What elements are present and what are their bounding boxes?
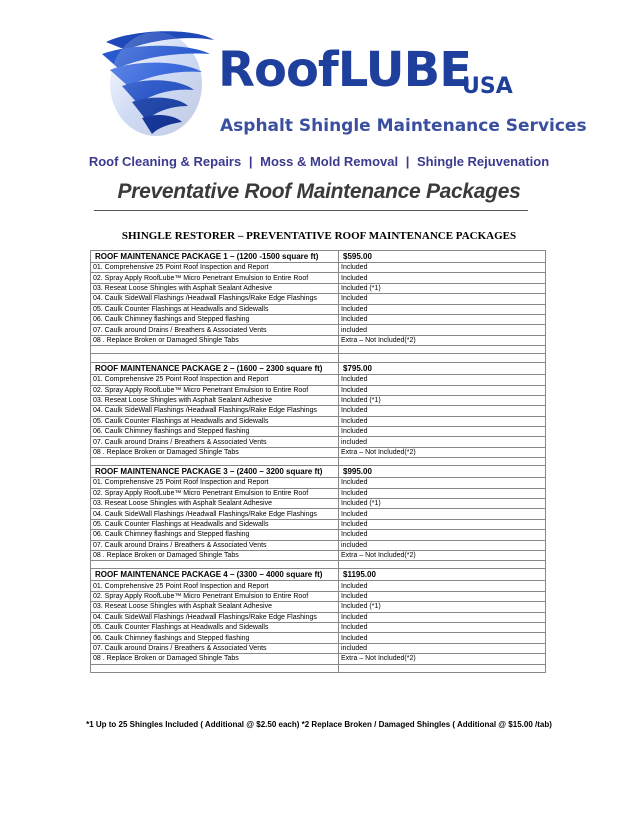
spacer-cell: [91, 664, 339, 672]
service-description: 04. Caulk SideWall Flashings /Headwall Flashings/Rake Edge Flashings: [91, 294, 339, 304]
spacer-cell: [339, 458, 546, 466]
spacer-row: [91, 458, 546, 466]
service-status: Included: [339, 273, 546, 283]
logo-wordmark: RoofLUBE: [218, 42, 472, 98]
table-row: [91, 499, 546, 509]
service-status: Included: [339, 488, 546, 498]
spacer-row: [91, 354, 546, 363]
service-roof-cleaning: Roof Cleaning & Repairs: [88, 154, 242, 169]
service-description: 06. Caulk Chimney flashings and Stepped flashing: [91, 530, 339, 540]
table-row: [91, 488, 546, 498]
service-description: 01. Comprehensive 25 Point Roof Inspection and Report: [91, 478, 339, 488]
services-line: [0, 154, 638, 169]
table-row: [91, 519, 546, 529]
service-status: Extra – Not Included(*2): [339, 335, 546, 345]
table-row: [91, 602, 546, 612]
service-status: Included: [339, 633, 546, 643]
package-header-row: [91, 251, 546, 263]
service-status: included: [339, 643, 546, 653]
table-row: [91, 633, 546, 643]
logo-tagline: Asphalt Shingle Maintenance Services: [220, 116, 587, 136]
service-status: Included: [339, 294, 546, 304]
table-row: [91, 395, 546, 405]
service-status: Included: [339, 427, 546, 437]
service-description: 07. Caulk around Drains / Breathers & Associated Vents: [91, 437, 339, 447]
table-row: [91, 612, 546, 622]
table-row: [91, 437, 546, 447]
service-description: 06. Caulk Chimney flashings and Stepped flashing: [91, 633, 339, 643]
service-status: Extra – Not Included(*2): [339, 447, 546, 457]
table-row: [91, 550, 546, 560]
package-title: ROOF MAINTENANCE PACKAGE 2 – (1600 – 2300 square ft): [91, 363, 339, 375]
service-description: 06. Caulk Chimney flashings and Stepped flashing: [91, 314, 339, 324]
table-row: [91, 530, 546, 540]
service-description: 03. Reseat Loose Shingles with Asphalt Sealant Adhesive: [91, 395, 339, 405]
service-description: 05. Caulk Counter Flashings at Headwalls and Sidewalls: [91, 304, 339, 314]
package-header-row: [91, 569, 546, 581]
packages-table: [90, 250, 546, 673]
table-row: [91, 478, 546, 488]
table-row: [91, 325, 546, 335]
table-row: [91, 447, 546, 457]
footnote: *1 Up to 25 Shingles Included ( Additional @ $2.50 each) *2 Replace Broken / Damaged Shingles ( Additional @ $15.00 /tab): [86, 720, 552, 729]
service-description: 03. Reseat Loose Shingles with Asphalt Sealant Adhesive: [91, 499, 339, 509]
service-status: Included: [339, 478, 546, 488]
service-description: 08 . Replace Broken or Damaged Shingle Tabs: [91, 447, 339, 457]
package-header-row: [91, 466, 546, 478]
service-status: Extra – Not Included(*2): [339, 550, 546, 560]
spacer-row: [91, 664, 546, 672]
spacer-row: [91, 561, 546, 569]
service-description: 02. Spray Apply RoofLube™ Micro Penetrant Emulsion to Entire Roof: [91, 591, 339, 601]
service-status: Included (*1): [339, 602, 546, 612]
service-description: 05. Caulk Counter Flashings at Headwalls and Sidewalls: [91, 622, 339, 632]
table-row: [91, 273, 546, 283]
spacer-cell: [91, 354, 339, 363]
service-description: 03. Reseat Loose Shingles with Asphalt Sealant Adhesive: [91, 283, 339, 293]
service-status: Included: [339, 375, 546, 385]
service-description: 01. Comprehensive 25 Point Roof Inspection and Report: [91, 375, 339, 385]
separator: |: [405, 154, 410, 169]
table-row: [91, 581, 546, 591]
service-description: 05. Caulk Counter Flashings at Headwalls and Sidewalls: [91, 519, 339, 529]
spacer-cell: [339, 354, 546, 363]
section-subheading: SHINGLE RESTORER – PREVENTATIVE ROOF MAINTENANCE PACKAGES: [121, 230, 517, 242]
service-status: Included (*1): [339, 283, 546, 293]
table-row: [91, 622, 546, 632]
service-status: Extra – Not Included(*2): [339, 654, 546, 664]
service-status: Included: [339, 519, 546, 529]
tornado-swirl-icon: [96, 24, 220, 144]
spacer-cell: [91, 346, 339, 354]
package-price: $995.00: [339, 466, 546, 478]
service-shingle-rejuvenation: Shingle Rejuvenation: [416, 154, 550, 169]
service-description: 04. Caulk SideWall Flashings /Headwall Flashings/Rake Edge Flashings: [91, 509, 339, 519]
package-title: ROOF MAINTENANCE PACKAGE 1 – (1200 -1500 square ft): [91, 251, 339, 263]
table-row: [91, 385, 546, 395]
service-status: Included: [339, 304, 546, 314]
spacer-row: [91, 346, 546, 354]
divider: [94, 210, 528, 211]
service-status: Included: [339, 591, 546, 601]
service-status: Included: [339, 530, 546, 540]
service-description: 06. Caulk Chimney flashings and Stepped flashing: [91, 427, 339, 437]
table-row: [91, 540, 546, 550]
table-row: [91, 304, 546, 314]
service-status: Included: [339, 416, 546, 426]
page-title: Preventative Roof Maintenance Packages: [117, 180, 521, 203]
service-description: 05. Caulk Counter Flashings at Headwalls and Sidewalls: [91, 416, 339, 426]
service-status: Included (*1): [339, 395, 546, 405]
package-price: $795.00: [339, 363, 546, 375]
service-description: 02. Spray Apply RoofLube™ Micro Penetrant Emulsion to Entire Roof: [91, 488, 339, 498]
spacer-cell: [339, 561, 546, 569]
service-description: 01. Comprehensive 25 Point Roof Inspection and Report: [91, 263, 339, 273]
service-status: included: [339, 325, 546, 335]
table-row: [91, 283, 546, 293]
table-row: [91, 314, 546, 324]
separator: |: [248, 154, 253, 169]
service-status: Included: [339, 385, 546, 395]
service-description: 08 . Replace Broken or Damaged Shingle Tabs: [91, 335, 339, 345]
table-row: [91, 654, 546, 664]
table-row: [91, 294, 546, 304]
table-row: [91, 375, 546, 385]
table-row: [91, 427, 546, 437]
table-row: [91, 406, 546, 416]
service-description: 08 . Replace Broken or Damaged Shingle Tabs: [91, 550, 339, 560]
spacer-cell: [339, 346, 546, 354]
table-row: [91, 416, 546, 426]
table-row: [91, 509, 546, 519]
service-status: Included: [339, 509, 546, 519]
brand-logo: [96, 24, 587, 144]
service-status: included: [339, 437, 546, 447]
package-title: ROOF MAINTENANCE PACKAGE 3 – (2400 – 3200 square ft): [91, 466, 339, 478]
package-price: $1195.00: [339, 569, 546, 581]
service-description: 01. Comprehensive 25 Point Roof Inspection and Report: [91, 581, 339, 591]
service-status: Included: [339, 581, 546, 591]
service-description: 07. Caulk around Drains / Breathers & Associated Vents: [91, 325, 339, 335]
packages-table-container: [90, 250, 546, 673]
spacer-cell: [339, 664, 546, 672]
service-status: Included: [339, 263, 546, 273]
service-status: Included: [339, 406, 546, 416]
service-description: 08 . Replace Broken or Damaged Shingle Tabs: [91, 654, 339, 664]
service-status: Included: [339, 612, 546, 622]
service-description: 02. Spray Apply RoofLube™ Micro Penetrant Emulsion to Entire Roof: [91, 273, 339, 283]
package-title: ROOF MAINTENANCE PACKAGE 4 – (3300 – 4000 square ft): [91, 569, 339, 581]
service-description: 03. Reseat Loose Shingles with Asphalt Sealant Adhesive: [91, 602, 339, 612]
service-status: included: [339, 540, 546, 550]
table-row: [91, 335, 546, 345]
service-description: 02. Spray Apply RoofLube™ Micro Penetrant Emulsion to Entire Roof: [91, 385, 339, 395]
service-status: Included: [339, 622, 546, 632]
service-description: 07. Caulk around Drains / Breathers & Associated Vents: [91, 643, 339, 653]
spacer-cell: [91, 561, 339, 569]
service-description: 04. Caulk SideWall Flashings /Headwall Flashings/Rake Edge Flashings: [91, 406, 339, 416]
service-status: Included (*1): [339, 499, 546, 509]
table-row: [91, 591, 546, 601]
spacer-cell: [91, 458, 339, 466]
table-row: [91, 643, 546, 653]
package-header-row: [91, 363, 546, 375]
service-status: Included: [339, 314, 546, 324]
service-description: 04. Caulk SideWall Flashings /Headwall Flashings/Rake Edge Flashings: [91, 612, 339, 622]
service-description: 07. Caulk around Drains / Breathers & Associated Vents: [91, 540, 339, 550]
table-row: [91, 263, 546, 273]
package-price: $595.00: [339, 251, 546, 263]
service-moss-removal: Moss & Mold Removal: [260, 154, 399, 169]
logo-suffix: USA: [462, 74, 513, 99]
